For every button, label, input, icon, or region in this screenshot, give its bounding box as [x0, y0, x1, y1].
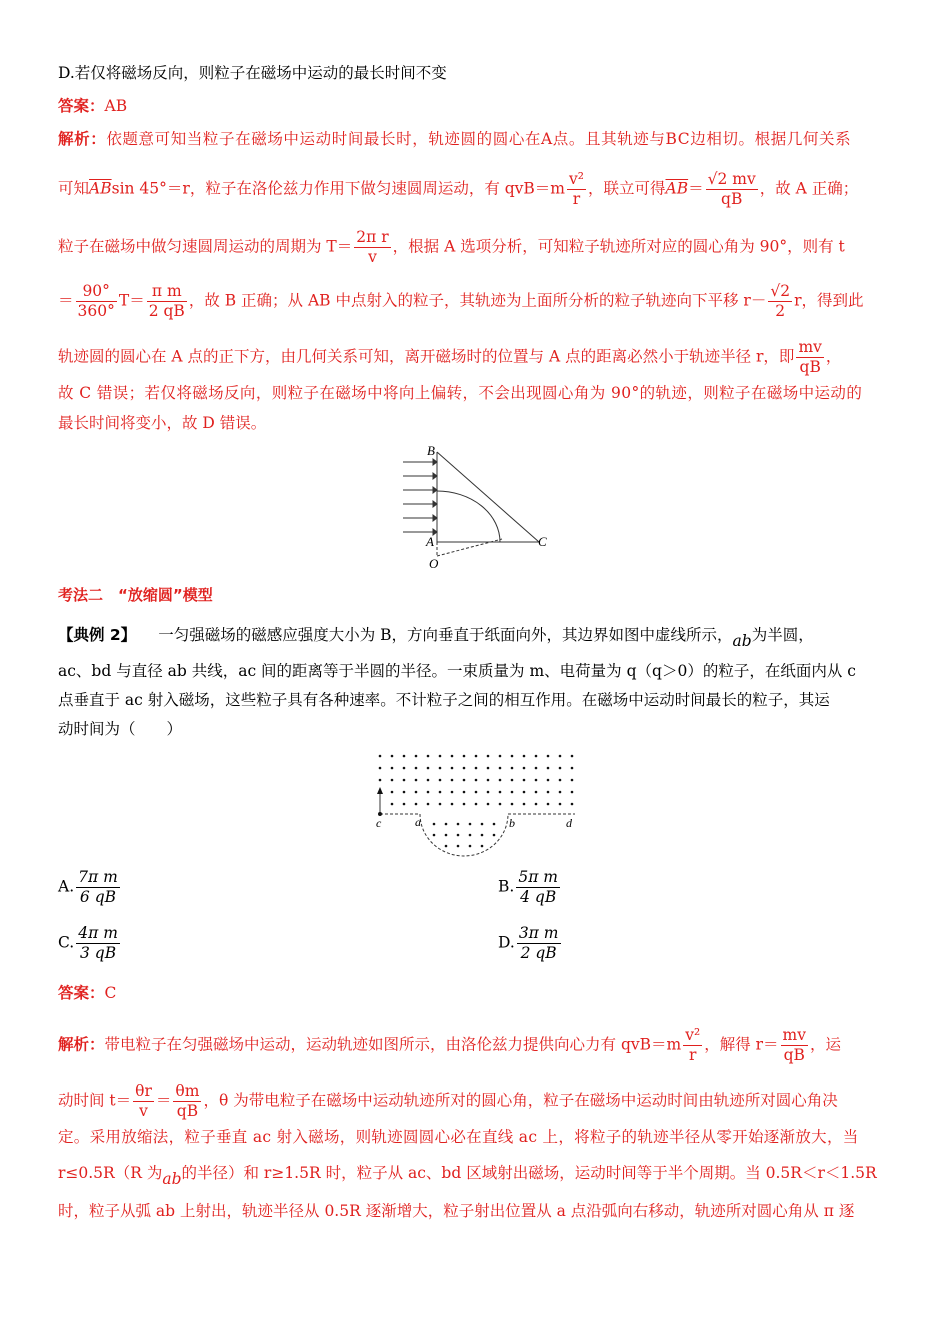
analysis-1-line-6: 故 C 错误；若仅将磁场反向，则粒子在磁场中将向上偏转，不会出现圆心角为 90°的轨迹，则粒子在磁场中运动的 — [58, 384, 863, 402]
field-dot — [445, 845, 448, 848]
analysis-2-line-4: r≤0.5R（R 为ab的半径）和 r≥1.5R 时，粒子从 ac、bd 区域射出磁场，运动时间等于半个周期。当 0.5R＜r＜1.5R — [58, 1164, 877, 1188]
field-dot — [391, 803, 394, 806]
fraction: $\frac{\text{2π r}}{v}$ — [356, 228, 389, 266]
field-dot — [511, 803, 514, 806]
field-dot — [463, 791, 466, 794]
field-dot — [451, 779, 454, 782]
field-dot — [535, 779, 538, 782]
field-dot — [571, 767, 574, 770]
field-dot — [451, 803, 454, 806]
label-a: A — [426, 534, 434, 549]
field-dot — [445, 834, 448, 837]
example-tag: 【典例 2】 — [58, 626, 137, 644]
option-b[interactable]: B. $\frac{\text{5π m}}{4 qB}$ — [498, 868, 559, 906]
field-dot — [463, 767, 466, 770]
analysis-1-line-2: 可知$\overline{AB}\sin$ 45°＝r，粒子在洛伦兹力作用下做匀速圆周运动，有 qvB＝m $\frac{\text{v²}}{r}$ ，联立可得$\overline{AB}=$ $\frac{√2 mv}{qB}$ ，故 A 正确； — [58, 170, 859, 208]
field-dot — [511, 791, 514, 794]
field-dot — [463, 803, 466, 806]
answer-value: C — [104, 984, 117, 1002]
label-b: B — [427, 443, 435, 458]
analysis-2-line-1: 解析：带电粒子在匀强磁场中运动，运动轨迹如图所示，由洛伦兹力提供向心力有 qvB＝m $\frac{\text{v²}}{r}$ ，解得 r＝ $\frac{mv}{qB}$ ，运 — [58, 1026, 842, 1064]
field-dot — [439, 755, 442, 758]
analysis-2-line-3: 定。采用放缩法，粒子垂直 ac 射入磁场，则轨迹圆圆心必在直线 ac 上，将粒子的轨迹半径从零开始逐渐放大，当 — [58, 1128, 859, 1146]
analysis-1-line-3: 粒子在磁场中做匀速圆周运动的周期为 T＝ $\frac{\text{2π r}}{v}$ ，根据 A 选项分析，可知粒子轨迹所对应的圆心角为 90°，则有 t — [58, 228, 845, 266]
velocity-arrow — [377, 787, 383, 794]
field-dot — [559, 755, 562, 758]
field-dot — [415, 791, 418, 794]
field-dot — [493, 834, 496, 837]
field-dot — [379, 755, 382, 758]
field-dot — [493, 823, 496, 826]
field-dot — [403, 791, 406, 794]
field-dot — [511, 779, 514, 782]
field-dot — [487, 767, 490, 770]
field-dot — [427, 803, 430, 806]
field-dot — [451, 791, 454, 794]
field-dot — [499, 755, 502, 758]
field-dot — [451, 755, 454, 758]
field-dot — [547, 767, 550, 770]
analysis-2-line-2: 动时间 t＝ $\frac{\theta r}{v}$ ＝ $\frac{\theta m}{qB}$ ，θ 为带电粒子在磁场中运动轨迹所对的圆心角，粒子在磁场中运动时间由轨迹所对圆心角决 — [58, 1082, 838, 1120]
fraction: $\frac{mv}{qB}$ — [798, 338, 822, 376]
fraction: $\frac{\text{v²}}{r}$ — [569, 170, 584, 208]
field-dot — [475, 767, 478, 770]
field-dot — [481, 834, 484, 837]
option-c[interactable]: C. $\frac{\text{4π m}}{3 qB}$ — [58, 924, 118, 962]
example-2-line-3: 点垂直于 ac 射入磁场，这些粒子具有各种速率。不计粒子之间的相互作用。在磁场中运动时间最长的粒子，其运 — [58, 691, 830, 709]
field-dot — [547, 803, 550, 806]
answer-1 — [58, 95, 127, 117]
field-dot — [427, 755, 430, 758]
field-dot — [439, 803, 442, 806]
field-dot — [547, 779, 550, 782]
field-dot — [415, 767, 418, 770]
field-dot — [559, 803, 562, 806]
field-dot — [559, 791, 562, 794]
field-dot — [439, 791, 442, 794]
analysis-1-line-5: 轨迹圆的圆心在 A 点的正下方，由几何关系可知，离开磁场时的位置与 A 点的距离必然小于轨迹半径 r，即 $\frac{mv}{qB}$ ， — [58, 338, 842, 376]
analysis-1-line-1: 解析：依题意可知当粒子在磁场中运动时间最长时，轨迹圆的圆心在A点。且其轨迹与BC边相切。根据几何关系 — [58, 130, 852, 148]
field-dot — [487, 779, 490, 782]
option-a[interactable]: A. $\frac{\text{7π m}}{6 qB}$ — [58, 868, 118, 906]
answer-label: 答案： — [58, 97, 105, 115]
field-dot — [523, 767, 526, 770]
field-dot — [523, 779, 526, 782]
figure-semicircle-field — [370, 748, 585, 863]
section-heading: 考法二 “放缩圆”模型 — [58, 586, 213, 604]
field-dot — [559, 767, 562, 770]
field-dot — [391, 755, 394, 758]
analysis-label: 解析： — [58, 130, 107, 148]
field-dot — [433, 823, 436, 826]
answer-value: AB — [104, 97, 128, 115]
field-dot — [571, 779, 574, 782]
field-dot — [445, 823, 448, 826]
field-dot — [439, 779, 442, 782]
field-dot — [487, 755, 490, 758]
field-dot — [487, 791, 490, 794]
field-dot — [523, 803, 526, 806]
arc-ab: ab — [732, 632, 752, 650]
field-dot — [535, 755, 538, 758]
field-dot — [379, 767, 382, 770]
figure-triangle-field — [395, 440, 565, 575]
field-dot — [403, 803, 406, 806]
field-dot — [415, 779, 418, 782]
field-dot — [523, 791, 526, 794]
field-dot — [523, 755, 526, 758]
field-dot — [451, 767, 454, 770]
field-dot — [403, 767, 406, 770]
example-2-line-1: 【典例 2】 一匀强磁场的磁感应强度大小为 B，方向垂直于纸面向外，其边界如图中虚线所示，ab为半圆， — [58, 626, 814, 650]
field-dot — [475, 803, 478, 806]
field-dot — [571, 803, 574, 806]
field-dot — [427, 779, 430, 782]
field-dot — [463, 755, 466, 758]
label-b: b — [509, 816, 515, 830]
answer-2 — [58, 982, 116, 1004]
field-dot — [571, 755, 574, 758]
field-dot — [469, 845, 472, 848]
field-dot — [403, 755, 406, 758]
fraction: $\frac{\text{π m}}{2 qB}$ — [148, 282, 185, 320]
field-arrows — [403, 459, 437, 535]
field-dot — [535, 791, 538, 794]
field-dot — [391, 791, 394, 794]
label-a: a — [415, 815, 421, 829]
field-dot — [499, 767, 502, 770]
label-o: O — [429, 556, 439, 571]
label-c: c — [376, 816, 382, 830]
field-dot — [469, 823, 472, 826]
label-d: d — [566, 816, 572, 830]
label-c: C — [538, 534, 547, 549]
field-dot — [535, 767, 538, 770]
field-dot — [391, 779, 394, 782]
field-dot — [487, 803, 490, 806]
field-dot — [535, 803, 538, 806]
field-dot — [499, 791, 502, 794]
arc-ab: ab — [162, 1170, 182, 1188]
field-dot — [475, 791, 478, 794]
field-dot — [571, 791, 574, 794]
field-dot — [481, 823, 484, 826]
option-d[interactable]: D. $\frac{\text{3π m}}{2 qB}$ — [498, 924, 559, 962]
edge-bc — [437, 452, 539, 542]
option-d-previous: D.若仅将磁场反向，则粒子在磁场中运动的最长时间不变 — [58, 64, 447, 82]
field-dot — [511, 767, 514, 770]
field-dot — [469, 834, 472, 837]
analysis-1-line-7: 最长时间将变小，故 D 错误。 — [58, 414, 267, 432]
analysis-label: 解析： — [58, 1035, 105, 1054]
field-dot — [511, 755, 514, 758]
field-dot — [379, 779, 382, 782]
field-dot — [547, 791, 550, 794]
field-dot — [457, 823, 460, 826]
field-dot — [433, 834, 436, 837]
field-dot — [463, 779, 466, 782]
field-dot — [415, 803, 418, 806]
field-dots — [379, 755, 574, 848]
field-dot — [481, 845, 484, 848]
field-dot — [457, 845, 460, 848]
field-dot — [475, 779, 478, 782]
example-2-line-4: 动时间为（ ） — [58, 720, 183, 738]
answer-label: 答案： — [58, 984, 105, 1002]
field-dot — [499, 803, 502, 806]
field-dot — [559, 779, 562, 782]
analysis-1-line-4: ＝ $\frac{90^\circ}{360^\circ}$ T＝ $\frac{\text{π m}}{2 qB}$ ，故 B 正确；从 AB 中点射入的粒子，其轨迹为上面所分析的粒子轨迹向下平移 r－ $\frac{√2}{2}$ r，得到此 — [58, 282, 864, 320]
fraction: $\frac{√2}{2}$ — [770, 282, 791, 320]
field-dot — [403, 779, 406, 782]
field-dot — [499, 779, 502, 782]
fraction: $\frac{√2 mv}{qB}$ — [707, 170, 756, 208]
field-dot — [547, 755, 550, 758]
field-dot — [439, 767, 442, 770]
field-dot — [457, 834, 460, 837]
field-dot — [391, 767, 394, 770]
field-dot — [427, 767, 430, 770]
field-dot — [475, 755, 478, 758]
example-2-line-2: ac、bd 与直径 ab 共线，ac 间的距离等于半圆的半径。一束质量为 m、电荷量为 q（q＞0）的粒子，在纸面内从 c — [58, 662, 856, 680]
fraction: $\frac{90^\circ}{360^\circ}$ — [77, 282, 115, 320]
analysis-2-line-5: 时，粒子从弧 ab 上射出，轨迹半径从 0.5R 逐渐增大，粒子射出位置从 a 点沿弧向右移动，轨迹所对圆心角从 π 逐 — [58, 1202, 855, 1220]
field-dot — [415, 755, 418, 758]
field-dot — [427, 791, 430, 794]
